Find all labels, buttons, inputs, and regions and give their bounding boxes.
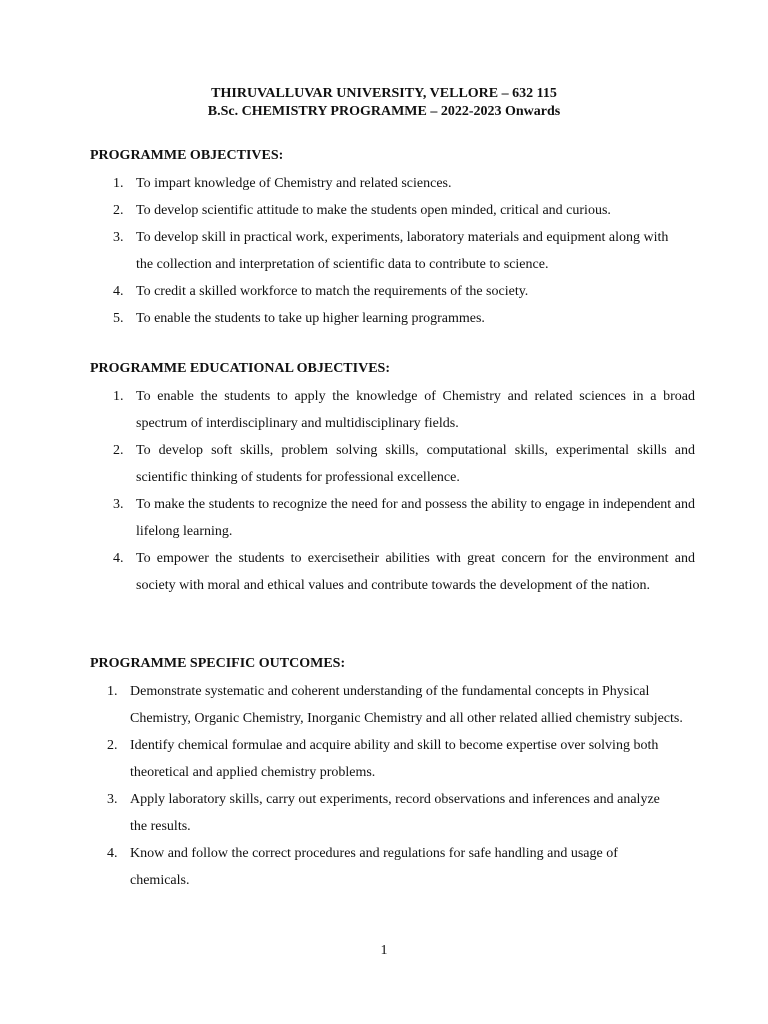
item-number: 4. — [107, 846, 118, 861]
item-text: To develop scientific attitude to make the students open minded, critical and curious. — [136, 203, 611, 218]
list-item — [113, 491, 695, 545]
item-number: 4. — [113, 551, 124, 566]
university-title: THIRUVALLUVAR UNIVERSITY, VELLORE – 632 115 — [211, 86, 557, 101]
item-text: Know and follow the correct procedures and regulations for safe handling and usage of chemicals. — [130, 846, 618, 888]
list-item — [113, 197, 713, 224]
item-number: 2. — [113, 203, 124, 218]
item-text: Identify chemical formulae and acquire ability and skill to become expertise over solving both theoretical and applied chemistry problems. — [130, 738, 659, 780]
item-text: To impart knowledge of Chemistry and related sciences. — [136, 176, 452, 191]
section-title-programme-objectives: PROGRAMME OBJECTIVES: — [90, 148, 284, 163]
item-text: Demonstrate systematic and coherent understanding of the fundamental concepts in Physical Chemistry, Organic Chemistry, Inorganic Chemistry and all other related allied chemistry subjects. — [130, 684, 683, 726]
item-number: 2. — [107, 738, 118, 753]
item-text: Apply laboratory skills, carry out experiments, record observations and inferences and analyze the results. — [130, 792, 660, 834]
programme-objectives-list — [113, 170, 713, 332]
item-number: 1. — [107, 684, 118, 699]
item-number: 2. — [113, 443, 124, 458]
page-number: 1 — [380, 943, 388, 958]
list-item — [107, 678, 707, 732]
list-item — [113, 170, 713, 197]
item-number: 3. — [113, 230, 124, 245]
list-item — [107, 732, 707, 786]
item-text: To develop skill in practical work, experiments, laboratory materials and equipment along with the collection and interpretation of scientific data to contribute to science. — [136, 230, 669, 272]
item-text: To enable the students to apply the knowledge of Chemistry and related sciences in a broad spectrum of interdisciplinary and multidisciplinary fields. — [136, 389, 695, 431]
section-title-programme-educational-objectives: PROGRAMME EDUCATIONAL OBJECTIVES: — [90, 361, 390, 376]
item-text: To develop soft skills, problem solving skills, computational skills, experimental skills and scientific thinking of students for professional excellence. — [136, 443, 695, 485]
item-text: To enable the students to take up higher learning programmes. — [136, 311, 485, 326]
item-text: To make the students to recognize the need for and possess the ability to engage in independent and lifelong learning. — [136, 497, 695, 539]
item-number: 1. — [113, 389, 124, 404]
item-text: To credit a skilled workforce to match the requirements of the society. — [136, 284, 529, 299]
programme-title: B.Sc. CHEMISTRY PROGRAMME – 2022-2023 Onwards — [207, 104, 561, 119]
item-number: 5. — [113, 311, 124, 326]
programme-specific-outcomes-list — [107, 678, 707, 894]
list-item — [107, 786, 707, 840]
list-item — [113, 224, 713, 278]
list-item — [113, 278, 713, 305]
list-item — [113, 437, 695, 491]
list-item — [113, 383, 695, 437]
list-item — [107, 840, 707, 894]
list-item — [113, 305, 713, 332]
item-number: 1. — [113, 176, 124, 191]
list-item — [113, 545, 695, 599]
programme-educational-objectives-list — [113, 383, 695, 599]
item-number: 3. — [113, 497, 124, 512]
item-text: To empower the students to exercisetheir abilities with great concern for the environment and society with moral and ethical values and contribute towards the development of the nation. — [136, 551, 695, 593]
item-number: 3. — [107, 792, 118, 807]
item-number: 4. — [113, 284, 124, 299]
section-title-programme-specific-outcomes: PROGRAMME SPECIFIC OUTCOMES: — [90, 656, 346, 671]
